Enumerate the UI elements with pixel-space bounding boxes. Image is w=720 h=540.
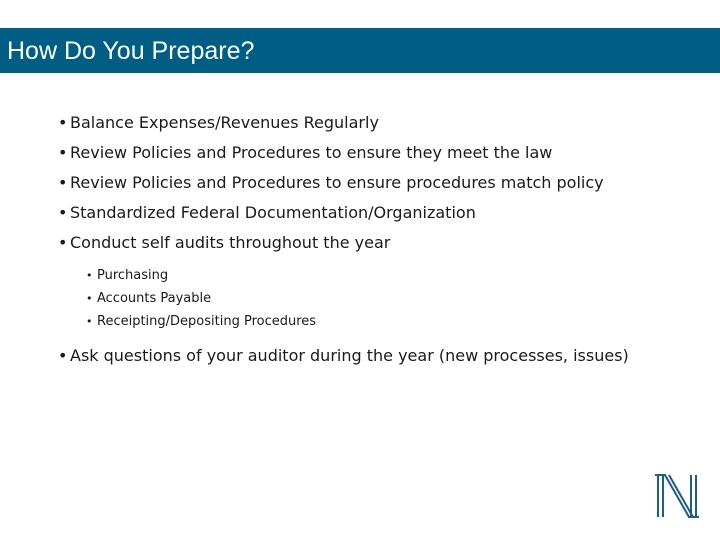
sub-bullet-list [86, 258, 708, 341]
sub-bullet-text: Receipting/Depositing Procedures [97, 314, 317, 329]
bullet-text: Review Policies and Procedures to ensure they meet the law [70, 143, 553, 162]
bullet-item [58, 198, 708, 228]
bullet-marker: • [58, 143, 68, 162]
bullet-item [58, 168, 708, 198]
bullet-marker: • [58, 233, 68, 252]
sub-bullet-text: Accounts Payable [97, 291, 212, 306]
bullet-item [58, 108, 708, 138]
bullet-marker: • [58, 173, 68, 192]
bullet-list [58, 108, 708, 371]
bullet-text: Ask questions of your auditor during the year (new processes, issues) [70, 346, 629, 365]
bullet-text: Review Policies and Procedures to ensure procedures match policy [70, 173, 604, 192]
sub-bullet-group [58, 258, 708, 341]
sub-bullet-text: Purchasing [97, 268, 169, 283]
bullet-marker: • [86, 269, 93, 282]
bullet-marker: • [86, 292, 93, 305]
n-monogram-logo-icon [655, 472, 699, 520]
sub-bullet-item [86, 264, 708, 287]
slide-title: How Do You Prepare? [7, 37, 255, 65]
bullet-marker: • [58, 113, 68, 132]
bullet-marker: • [86, 315, 93, 328]
bullet-item [58, 228, 708, 258]
bullet-marker: • [58, 346, 68, 365]
sub-bullet-item [86, 310, 708, 333]
title-bar [0, 28, 720, 73]
bullet-text: Standardized Federal Documentation/Organization [70, 203, 476, 222]
sub-bullet-item [86, 287, 708, 310]
bullet-item [58, 138, 708, 168]
bullet-marker: • [58, 203, 68, 222]
bullet-text: Conduct self audits throughout the year [70, 233, 391, 252]
bullet-text: Balance Expenses/Revenues Regularly [70, 113, 379, 132]
bullet-item [58, 341, 708, 371]
